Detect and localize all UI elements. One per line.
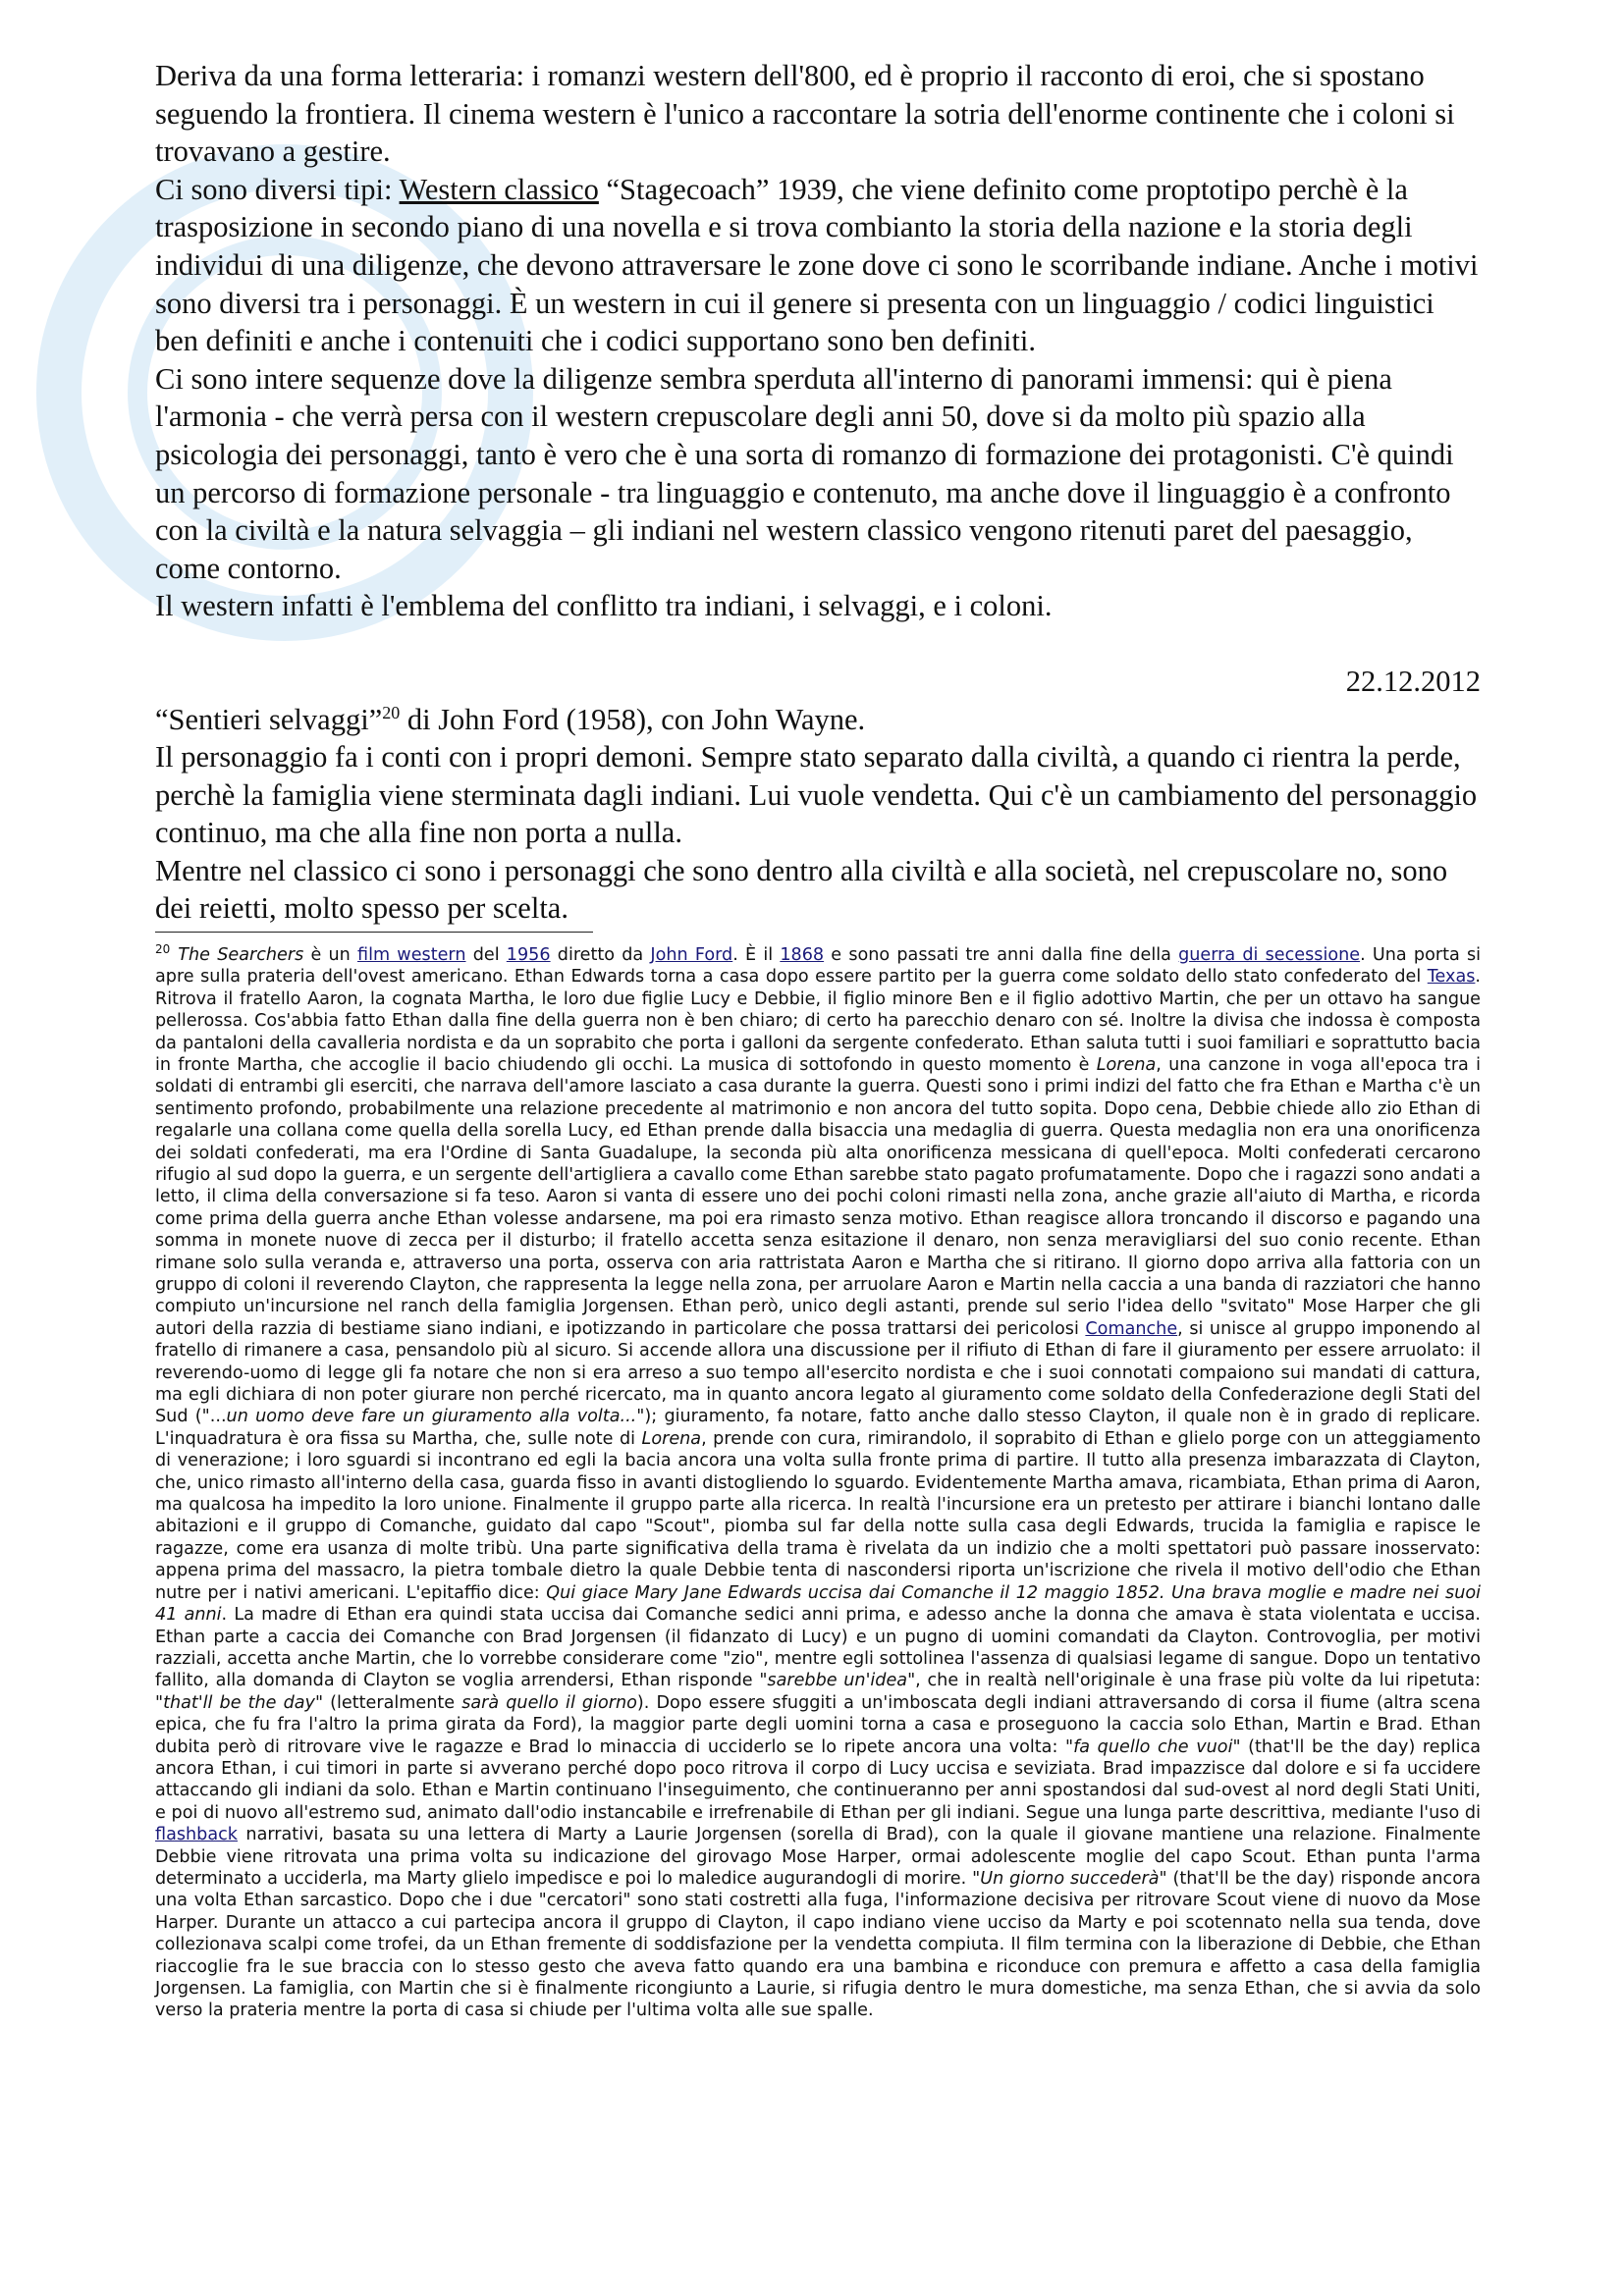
text-span: ", che in realtà nell'originale è una frase più volte da lui ripetuta: " [155,1671,1481,1713]
link-guerra-di-secessione[interactable]: guerra di secessione [1178,944,1361,965]
footnote-mark: 20 [155,942,171,957]
link-film-western[interactable]: film western [357,944,466,965]
paragraph-sequences: Ci sono intere sequenze dove la diligenze sembra sperduta all'interno di panorami immensi: qui è piena l'armonia - che verrà persa con il western crepuscolare degli anni 50, dove si da molto più spazio alla psicologia dei personaggi, tanto è vero che è una sorta di romanzo di formazione dei protagonisti. C'è quindi un percorso di formazione personale - tra linguaggio e contenuto, ma anche dove il linguaggio è a confronto con la civiltà e la natura selvaggia – gli indiani nel western classico vengono ritenuti paret del paesaggio, come contorno. [155,361,1454,585]
footnote-text [155,938,1481,2022]
text-span: è un [303,944,357,965]
link-1868[interactable]: 1868 [780,944,825,965]
paragraph-comparison: Mentre nel classico ci sono i personaggi che sono dentro alla civiltà e alla società, nel crepuscolare no, sono dei reietti, molto spesso per scelta. [155,853,1448,926]
italic-text: Lorena [1096,1054,1157,1075]
text-span: di John Ford (1958), con John Wayne. [400,702,866,736]
western-classico-underline: Western classico [399,172,599,206]
italic-text: Un giorno succederà [980,1868,1160,1889]
text-span: del [465,944,507,965]
text-span: ). Dopo essere sfuggiti a un'imboscata degli indiani attraversando di corsa il fiume (altra scena epica, che fu fra l'altro la prima girata da Ford), la maggior parte degli uomini torna a casa e proseguono la caccia solo Ethan, Martin e Brad. Ethan dubita però di ritrovare vive le ragazze e Brad lo minaccia di ucciderlo se lo ripete ancora una volta: " [155,1692,1481,1757]
text-span: . Ritrova il fratello Aaron, la cognata Martha, le loro due figlie Lucy e Debbie, il figlio minore Ben e il figlio adottivo Martin, che per un ottavo ha sangue pellerossa. Cos'abbia fatto Ethan dalla fine della guerra non è ben chiaro; di certo ha parecchio denaro con sé. Inoltre la divisa che indossa è composta da pantaloni della cavalleria nordista e da un soprabito che porta i galloni da sergente confederato. Ethan saluta tutti i suoi familiari e soprattutto bacia in fronte Martha, che accoglie il bacio chiudendo gli occhi. La musica di sottofondo in questo momento è [155,967,1481,1075]
text-span: . Una porta si apre sulla prateria dell'ovest americano. Ethan Edwards torna a casa dopo essere partito per la guerra come soldato dello stato confederato del [155,944,1481,988]
text-span: . La madre di Ethan era quindi stata uccisa dai Comanche sedici anni prima, e adesso anche la donna che amava è stata violentata e uccisa. Ethan parte a caccia dei Comanche con Brad Jorgensen (il fidanzato di Lucy) e un pugno di uomini comandati da Clayton. Controvoglia, per motivi razziali, accetta anche Martin, che lo vorrebbe considerare come "zio", mentre egli sottolinea l'assenza di qualsiasi legame di sangue. Dopo un tentativo fallito, alla domanda di Clayton se voglia arrendersi, Ethan risponde " [155,1605,1482,1691]
epitaph-text: Qui giace Mary Jane Edwards uccisa dai Comanche il 12 maggio 1852. Una brava moglie e madre nei suoi 41 anni [155,1582,1481,1626]
italic-text: that'll be the day [163,1692,315,1713]
italic-text: fa quello che vuoi [1073,1736,1233,1757]
paragraph-origin: Deriva da una forma letteraria: i romanzi western dell'800, ed è proprio il racconto di eroi, che si spostano seguendo la frontiera. Il cinema western è l'unico a raccontare la sotria dell'enorme continente che i coloni si trovavano a gestire. [155,59,1455,169]
text-span: narrativi, basata su una lettera di Marty a Laurie Jorgensen (sorella di Brad), con la quale il giovane mantiene una relazione. Finalmente Debbie viene ritrovata una prima volta su indicazione del girovago Mose Harper, ormai adolescente moglie del capo Scout. Ethan punta l'arma determinato a ucciderla, ma Marty glielo impedisce e poi lo maledice augurandogli di morire. " [155,1825,1481,1889]
text-span: " (that'll be the day) replica ancora Ethan, i cui timori in parte si avverano perché dopo poco ritrova il corpo di Lucy uccisa e seviziata. Brad impazzisce dal dolore e si fa uccidere attaccando gli indiani da solo. Ethan e Martin continuano l'inseguimento, che continueranno per anni spostandosi dal sud-ovest al nord degli Stati Uniti, e poi di nuovo all'estremo sud, animato dall'odio instancabile e irrefrenabile di Ethan per gli indiani. Segue una lunga parte descrittiva, mediante l'uso di [155,1736,1481,1823]
document-page [155,57,1481,2022]
text-span: “Stagecoach” 1939, che viene definito come proptotipo perchè è la trasposizione in secondo piano di una novella e si trova combianto la storia della nazione e la storia degli individui di una diligenze, che devono attraversare le zone dove ci sono le scorribande indiane. Anche i motivi sono diversi tra i personaggi. È un western in cui il genere si presenta con un linguaggio / codici linguistici ben definiti e anche i contenuiti che i codici supportano sono ben definiti. [155,172,1479,358]
paragraph-film-title [155,701,1481,739]
text-span: , una canzone in voga all'epoca tra i soldati di entrambi gli eserciti, che narrava dell'amore lasciato a casa durante la guerra. Questi sono i primi indizi del fatto che fra Ethan e Martha c'è un sentimento profondo, probabilmente una relazione precedente al matrimonio e non ancora del tutto sopita. Dopo cena, Debbie chiede allo zio Ethan di regalarle una collana come quella della sorella Lucy, ed Ethan prende dalla bisaccia una medaglia di guerra. Questa medaglia non era una onorificenza dei soldati confederati, ma era l'Ordine di Santa Guadalupe, la seconda più alta onorificenza messicana di quell'epoca. Molti confederati cercarono rifugio al sud dopo la guerra, e un sergente dell'artigliera a cavallo come Ethan sarebbe stato pagato profumatamente. Dopo che i ragazzi sono andati a letto, il clima della conversazione si fa teso. Aaron si vanta di essere uno dei pochi coloni rimasti nella zona, anche grazie all'aiuto di Martha, e ricorda come prima della guerra anche Ethan volesse andarsene, ma poi era rimasto senza motivo. Ethan reagisce allora troncando il discorso e pagando una somma in monete nuove di zecca per il disturbo; il fratello accetta senza esitazione il denaro, non senza meravigliarsi del suo conio recente. Ethan rimane solo sulla veranda e, attraverso una porta, osserva con aria rattristata Aaron e Martha che si ritirano. Il giorno dopo arriva alla fattoria con un gruppo di coloni il reverendo Clayton, che rappresenta la legge nella zona, per arruolare Aaron e Martin nella caccia a una banda di razziatori che hanno compiuto un'incursione nel ranch della famiglia Jorgensen. Ethan però, unico degli astanti, prende sul serio l'idea dello "svitato" Mose Harper che gli autori della razzia di bestiame siano indiani, e ipotizzando in particolare che possa trattarsi dei pericolosi [155,1054,1481,1339]
paragraph-character: Il personaggio fa i conti con i propri demoni. Sempre stato separato dalla civiltà, a quando ci rientra la perde, perchè la famiglia viene sterminata dagli indiani. Lui vuole vendetta. Qui c'è un cambiamento del personaggio continuo, ma che alla fine non porta a nulla. [155,740,1478,850]
text-span: . È il [732,944,781,965]
italic-text: sarà quello il giorno [461,1692,637,1713]
link-texas[interactable]: Texas [1427,967,1476,988]
date-label: 22.12.2012 [1345,664,1481,698]
link-flashback[interactable]: flashback [155,1825,238,1845]
text-span: , prende con cura, rimirandolo, il soprabito di Ethan e glielo porge con un atteggiamento di venerazione; i loro sguardi si incontrano ed egli la bacia ancora una volta sulla fronte prima di partire. Il tutto alla presenza imbarazzata di Clayton, che, unico rimasto all'interno della casa, guarda fisso in avanti distogliendo lo sguardo. Evidentemente Martha amava, ricambiata, Ethan prima di Aaron, ma qualcosa ha impedito la loro unione. Finalmente il gruppo parte alla ricerca. In realtà l'incursione era un pretesto per attirare i bianchi lontano dalle abitazioni e il gruppo di Comanche, guidato dal capo "Scout", piomba sul far della notte sulla casa degli Edwards, trucida la famiglia e rapisce le ragazze, come era usanza di molte tribù. Una parte significativa della trama è rivelata da un indizio che a molti spettatori può passare inosservato: appena prima del massacro, la pietra tombale dietro la quale Debbie tenta di nascondersi riporta un'iscrizione che rivela il motivo dell'odio che Ethan nutre per i nativi americani. L'epitaffio dice: [155,1428,1482,1603]
main-text [155,57,1481,928]
italic-text: un uomo deve fare un giuramento alla volta... [226,1407,637,1427]
link-john-ford[interactable]: John Ford [650,944,733,965]
text-span: e sono passati tre anni dalla fine della [824,944,1179,965]
footnote-separator [155,932,593,933]
text-span: diretto da [550,944,651,965]
link-comanche[interactable]: Comanche [1085,1318,1178,1339]
text-span: "); giuramento, fa notare, fatto anche dallo stesso Clayton, il quale non è in grado di replicare. L'inquadratura è ora fissa su Martha, che, sulle note di [155,1407,1481,1449]
link-1956[interactable]: 1956 [506,944,551,965]
text-span: , si unisce al gruppo imponendo al fratello di rimanere a casa, pensandolo più al sicuro. Si accende allora una discussione per il rifiuto di Ethan di fare il giuramento per essere arruolato: il reverendo-uomo di legge gli fa notare che non si era arreso a suo tempo all'esercito nordista e che i suoi connotati compaiono sui mandati di cattura, ma egli dichiara di non poter giurare non perché ricercato, ma in quanto ancora legato al giuramento come soldato della Confederazione degli Stati del Sud ("... [155,1318,1481,1427]
footnote-reference[interactable]: 20 [382,702,401,722]
text-span: " (letteralmente [314,1692,462,1713]
paragraph-types [155,171,1481,360]
text-span: Ci sono diversi tipi: [155,172,400,206]
paragraph-conflict: Il western infatti è l'emblema del conflitto tra indiani, i selvaggi, e i coloni. [155,589,1053,623]
italic-text: sarebbe un'idea [767,1671,908,1691]
text-span: " (that'll be the day) risponde ancora una volta Ethan sarcastico. Dopo che i due "cercatori" sono stati costretti alla fuga, l'informazione decisiva per ritrovare Scout viene di nuovo da Mose Harper. Durante un attacco a cui partecipa ancora il gruppo di Clayton, il capo indiano viene ucciso da Marty e poi scotennato nella sua tenda, dove collezionava scalpi come trofei, da un Ethan fremente di soddisfazione per la vendetta compiuta. Il film termina con la liberazione di Debbie, che Ethan riaccoglie fra le sue braccia con lo stesso gesto che aveva fatto quando era una bambina e riconduce con premura e affetto a casa della famiglia Jorgensen. La famiglia, con Martin che si è finalmente ricongiunto a Laurie, si rifugia dentro le mura domestiche, ma senza Ethan, che si avvia da solo verso la prateria mentre la porta di casa si chiude per l'ultima volta alle sue spalle. [155,1868,1481,2021]
text-span: “Sentieri selvaggi” [155,702,383,736]
italic-text: Lorena [641,1428,702,1449]
film-title: The Searchers [178,944,304,965]
footnote [155,938,1481,2022]
